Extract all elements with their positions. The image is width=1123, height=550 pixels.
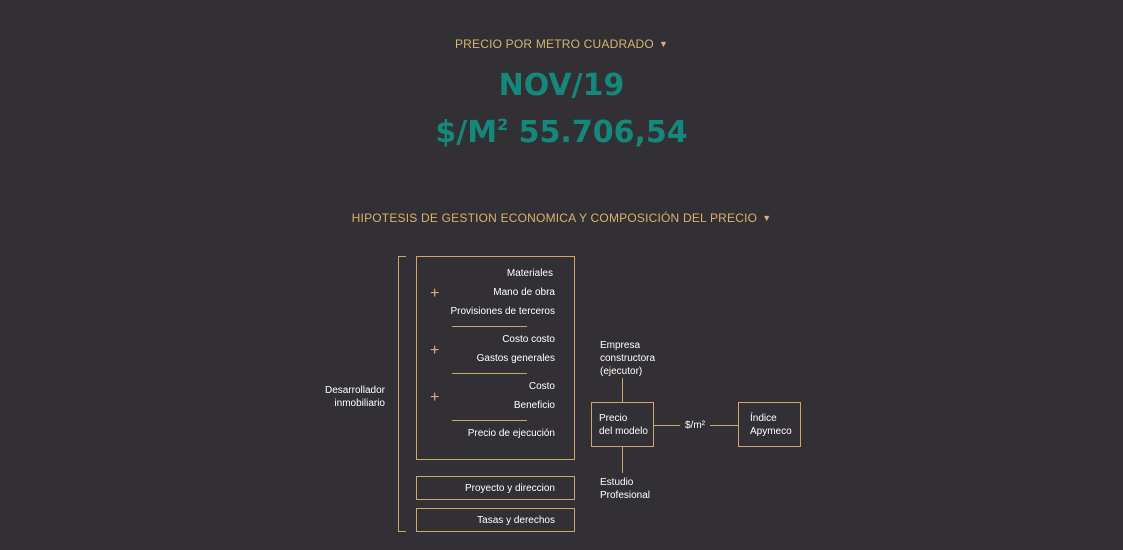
item-cost: Costo costo (502, 334, 555, 345)
model-price-box (591, 402, 654, 447)
price-value: 55.706,54 (518, 115, 688, 150)
index-label: Índice Apymeco (750, 413, 792, 437)
divider (452, 373, 527, 374)
divider (452, 326, 527, 327)
hypothesis-section-toggle[interactable] (0, 211, 1123, 225)
item-cost-total: Costo (528, 381, 555, 392)
item-profit: Beneficio (513, 400, 555, 411)
item-third-party: Provisiones de terceros (450, 306, 555, 317)
plus-icon: + (430, 285, 440, 302)
developer-bracket (398, 256, 406, 532)
period-label: NOV/19 (498, 68, 625, 103)
model-price-label: Precio del modelo (599, 413, 648, 437)
item-materials: Materiales (506, 268, 553, 279)
price-section-toggle[interactable] (0, 37, 1123, 51)
unit-label: $/m² (685, 420, 705, 431)
connector-line (622, 447, 623, 473)
plus-icon: + (430, 342, 440, 359)
price-unit-superscript: 2 (497, 115, 509, 134)
price-unit: $/M (435, 115, 498, 150)
project-direction-box (416, 476, 575, 500)
connector-line (710, 425, 738, 426)
execution-price-label: Precio de ejecución (467, 428, 555, 439)
item-labor: Mano de obra (493, 287, 555, 298)
hypothesis-section-title: HIPOTESIS DE GESTION ECONOMICA Y COMPOSICIÓN DEL PRECIO (351, 211, 758, 225)
connector-line (622, 378, 623, 402)
connector-line (654, 425, 680, 426)
fees-box (416, 508, 575, 532)
project-direction-label: Proyecto y direccion (464, 483, 555, 494)
index-box (738, 402, 801, 447)
price-per-m2 (0, 115, 1123, 150)
price-section-title: PRECIO POR METRO CUADRADO (454, 37, 654, 51)
chevron-down-icon: ▼ (762, 213, 772, 223)
chevron-down-icon: ▼ (658, 39, 669, 49)
plus-icon: + (430, 389, 440, 406)
study-label: Estudio Profesional (600, 477, 651, 501)
item-overhead: Gastos generales (476, 353, 555, 364)
fees-label: Tasas y derechos (477, 515, 555, 526)
constructor-label: Empresa constructora (ejecutor) (600, 340, 656, 377)
developer-label: Desarrollador inmobiliario (324, 385, 385, 409)
divider (452, 420, 527, 421)
